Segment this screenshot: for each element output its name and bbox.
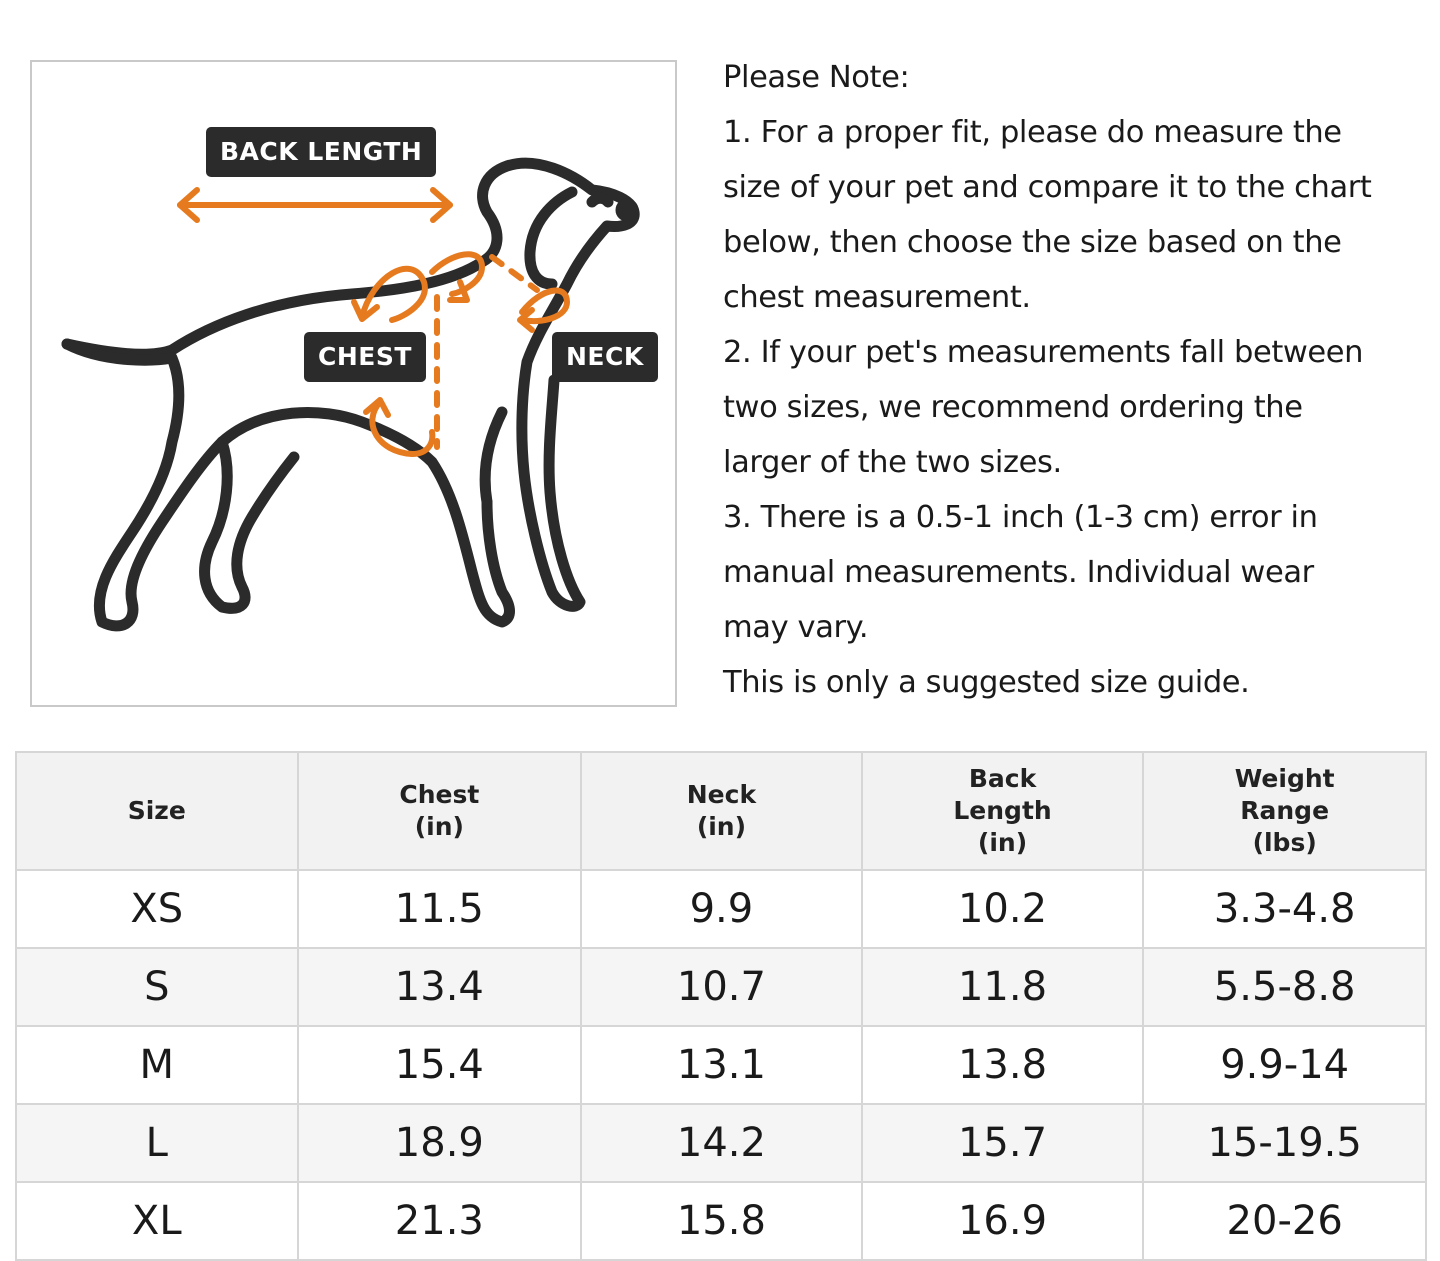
cell-size: XS [16,870,298,948]
cell-neck: 10.7 [581,948,862,1026]
size-chart-table [15,751,1427,1261]
cell-chest: 11.5 [298,870,582,948]
cell-back-length: 10.2 [862,870,1144,948]
notes-footer: This is only a suggested size guide. [723,665,1250,700]
header-weight-range: Weight Range (lbs) [1143,752,1426,870]
cell-size: M [16,1026,298,1104]
cell-neck: 14.2 [581,1104,862,1182]
back-length-label: BACK LENGTH [206,127,436,177]
cell-weight-range: 15-19.5 [1143,1104,1426,1182]
cell-chest: 13.4 [298,948,582,1026]
cell-back-length: 11.8 [862,948,1144,1026]
header-back-length: Back Length (in) [862,752,1144,870]
notes-line: 2. If your pet's measurements fall between [723,335,1364,370]
notes-line: chest measurement. [723,280,1031,315]
cell-back-length: 16.9 [862,1182,1144,1260]
cell-weight-range: 5.5-8.8 [1143,948,1426,1026]
cell-size: S [16,948,298,1026]
table-header-row [16,752,1426,870]
cell-neck: 15.8 [581,1182,862,1260]
cell-chest: 15.4 [298,1026,582,1104]
notes-line: below, then choose the size based on the [723,225,1342,260]
cell-neck: 13.1 [581,1026,862,1104]
neck-label: NECK [552,332,658,382]
dog-measurement-diagram [30,60,677,707]
notes-line: 1. For a proper fit, please do measure the [723,115,1342,150]
notes-line: 3. There is a 0.5-1 inch (1-3 cm) error in [723,500,1318,535]
table-row [16,870,1426,948]
cell-size: XL [16,1182,298,1260]
table-row [16,1026,1426,1104]
notes-line: size of your pet and compare it to the chart [723,170,1372,205]
cell-back-length: 15.7 [862,1104,1144,1182]
header-size: Size [16,752,298,870]
header-neck: Neck (in) [581,752,862,870]
cell-weight-range: 9.9-14 [1143,1026,1426,1104]
header-chest: Chest (in) [298,752,582,870]
notes-heading: Please Note: [723,60,910,95]
size-notes [723,50,1435,710]
cell-weight-range: 20-26 [1143,1182,1426,1260]
table-row [16,1104,1426,1182]
cell-size: L [16,1104,298,1182]
table-row [16,1182,1426,1260]
notes-line: may vary. [723,610,869,645]
chest-label: CHEST [304,332,426,382]
cell-chest: 21.3 [298,1182,582,1260]
cell-back-length: 13.8 [862,1026,1144,1104]
notes-line: two sizes, we recommend ordering the [723,390,1303,425]
cell-chest: 18.9 [298,1104,582,1182]
notes-line: manual measurements. Individual wear [723,555,1314,590]
cell-weight-range: 3.3-4.8 [1143,870,1426,948]
cell-neck: 9.9 [581,870,862,948]
notes-line: larger of the two sizes. [723,445,1062,480]
table-row [16,948,1426,1026]
